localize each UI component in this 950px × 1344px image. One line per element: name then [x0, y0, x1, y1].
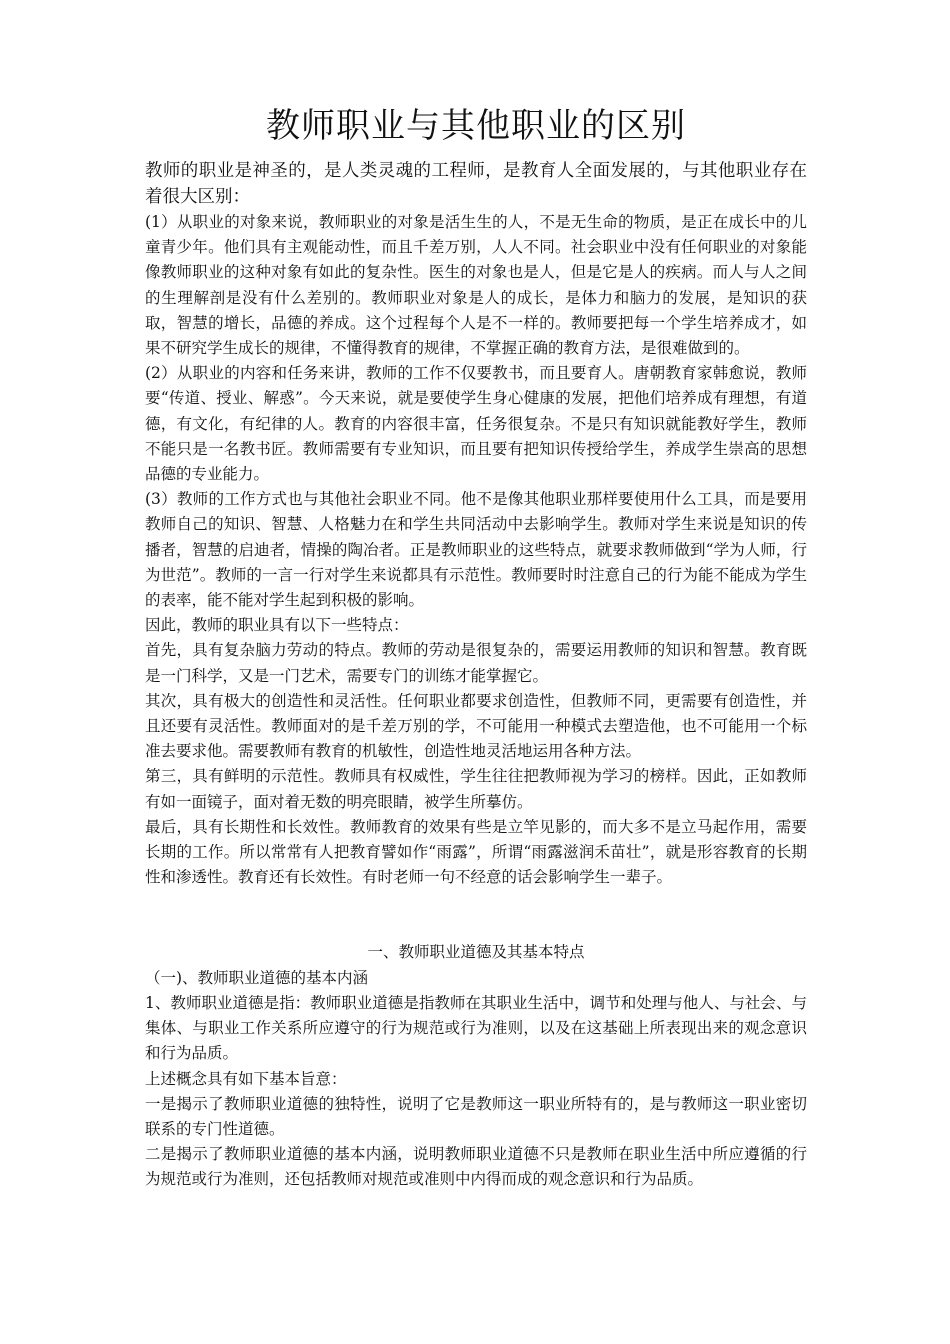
paragraph-concept-two: 二是揭示了教师职业道德的基本内涵，说明教师职业道德不只是教师在职业生活中所应遵循的行为规范或行为准则，还包括教师对规范或准则中内得而成的观念意识和行为品质。: [145, 1145, 807, 1189]
document-page: [145, 100, 807, 1193]
paragraph-feature-second: 其次，具有极大的创造性和灵活性。任何职业都要求创造性，但教师不同，更需要有创造性，并且还要有灵活性。教师面对的是千差万别的学，不可能用一种模式去塑造他，也不可能用一个标准去要求他。需要教师有教育的机敏性，创造性地灵活地运用各种方法。: [145, 691, 807, 761]
paragraph-point-1: (1）从职业的对象来说，教师职业的对象是活生生的人，不是无生命的物质，是正在成长中的儿童青少年。他们具有主观能动性，而且千差万别，人人不同。社会职业中没有任何职业的对象能像教师职业的这种对象有如此的复杂性。医生的对象也是人，但是它是人的疾病。而人与人之间的生理解剖是没有什么差别的。教师职业对象是人的成长，是体力和脑力的发展，是知识的获取，智慧的增长，品德的养成。这个过程每个人是不一样的。教师要把每一个学生培养成才，如果不研究学生成长的规律，不懂得教育的规律，不掌握正确的教育方法，是很难做到的。: [145, 213, 807, 358]
paragraph-features-intro: 因此，教师的职业具有以下一些特点：: [145, 616, 409, 635]
section-heading: 一、教师职业道德及其基本特点: [367, 943, 585, 962]
intro-paragraph: 教师的职业是神圣的，是人类灵魂的工程师，是教育人全面发展的，与其他职业存在着很大区别：: [145, 161, 807, 207]
paragraph-point-3: (3）教师的工作方式也与其他社会职业不同。他不是像其他职业那样要使用什么工具，而是要用教师自己的知识、智慧、人格魅力在和学生共同活动中去影响学生。教师对学生来说是知识的传播者，智慧的启迪者，情操的陶冶者。正是教师职业的这些特点，就要求教师做到“学为人师，行为世范”。教师的一言一行对学生来说都具有示范性。教师要时时注意自己的行为能不能成为学生的表率，能不能对学生起到积极的影响。: [145, 490, 807, 610]
paragraph-definition: 1、教师职业道德是指：教师职业道德是指教师在其职业生活中，调节和处理与他人、与社会、与集体、与职业工作关系所应遵守的行为规范或行为准则，以及在这基础上所表现出来的观念意识和行为品质。: [145, 993, 807, 1063]
paragraph-feature-last: 最后，具有长期性和长效性。教师教育的效果有些是立竿见影的，而大多不是立马起作用，需要长期的工作。所以常常有人把教育譬如作“雨露”，所谓“雨露滋润禾苗壮”，就是形容教育的长期性和渗透性。教育还有长效性。有时老师一句不经意的话会影响学生一辈子。: [145, 817, 807, 887]
section-spacer: [145, 890, 807, 940]
paragraph-concept-intro: 上述概念具有如下基本旨意：: [145, 1069, 347, 1088]
subsection-heading: （一)、教师职业道德的基本内涵: [145, 968, 369, 987]
paragraph-feature-first: 首先，具有复杂脑力劳动的特点。教师的劳动是很复杂的，需要运用教师的知识和智慧。教育既是一门科学，又是一门艺术，需要专门的训练才能掌握它。: [145, 641, 807, 685]
paragraph-feature-third: 第三，具有鲜明的示范性。教师具有权威性，学生往往把教师视为学习的榜样。因此，正如教师有如一面镜子，面对着无数的明亮眼睛，被学生所摹仿。: [145, 767, 807, 811]
paragraph-concept-one: 一是揭示了教师职业道德的独特性，说明了它是教师这一职业所特有的，是与教师这一职业密切联系的专门性道德。: [145, 1094, 807, 1138]
paragraph-point-2: (2）从职业的内容和任务来讲，教师的工作不仅要教书，而且要育人。唐朝教育家韩愈说，教师要“传道、授业、解惑”。今天来说，就是要使学生身心健康的发展，把他们培养成有理想，有道德，有文化，有纪律的人。教育的内容很丰富，任务很复杂。不是只有知识就能教好学生，教师不能只是一名教书匠。教师需要有专业知识，而且要有把知识传授给学生，养成学生崇高的思想品德的专业能力。: [145, 364, 807, 484]
document-title: 教师职业与其他职业的区别: [266, 106, 686, 146]
